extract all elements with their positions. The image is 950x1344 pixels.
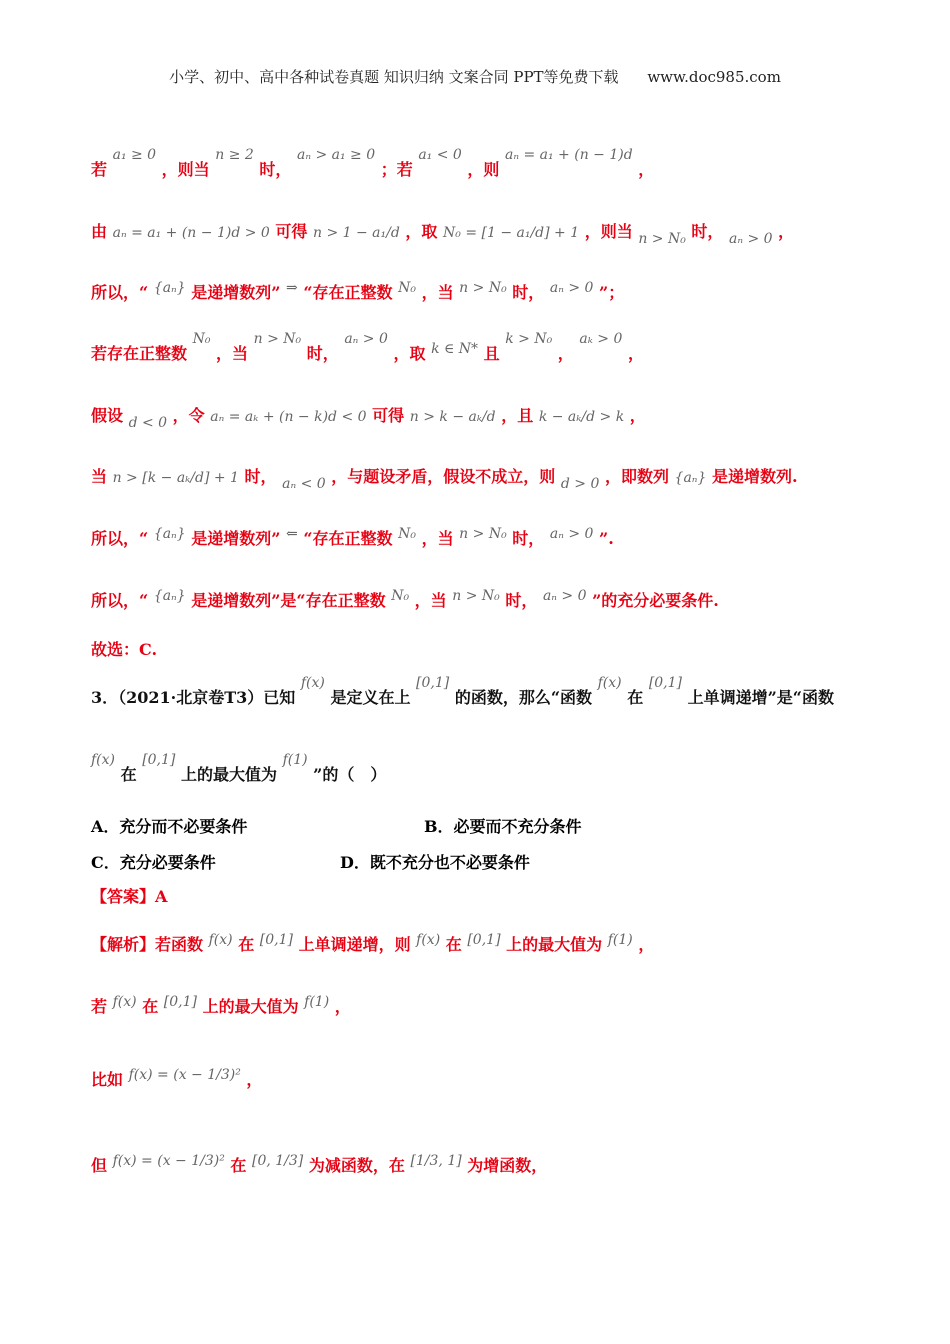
text: ， — [778, 222, 795, 241]
math-expr: a₁ < 0 — [418, 147, 462, 163]
text: 由 — [91, 222, 108, 241]
solution-conclusion — [91, 638, 890, 662]
math-expr: N₀ — [398, 526, 416, 542]
text: ”的（ ） — [313, 765, 387, 784]
text: ；若 — [380, 160, 413, 179]
text: 在 — [238, 935, 255, 954]
text: 的函数，那么“函数 — [454, 688, 593, 707]
math-expr: aₙ > 0 — [542, 588, 587, 604]
math-expr: N₀ — [398, 280, 416, 296]
solution-line-4 — [91, 331, 890, 367]
question-3-line-2 — [91, 752, 890, 788]
math-expr: n > [k − aₖ/d] + 1 — [112, 470, 239, 486]
math-expr: n > N₀ — [452, 588, 500, 604]
math-expr: aₙ > 0 — [344, 331, 388, 347]
text: ，当 — [216, 344, 249, 363]
math-expr: f(x) — [416, 932, 441, 948]
text: 是递增数列. — [711, 467, 798, 486]
text: 若 — [91, 160, 108, 179]
text: 时， — [512, 529, 545, 548]
text: 是递增数列” — [191, 283, 281, 302]
text: 所以，“ — [91, 591, 149, 610]
math-expr: aₙ = a₁ + (n − 1)d > 0 — [112, 225, 270, 241]
text: 为减函数，在 — [308, 1156, 405, 1175]
text: ”； — [599, 283, 625, 302]
math-expr: k > N₀ — [505, 331, 553, 347]
text: 在 — [627, 688, 644, 707]
option-b: B．必要而不充分条件 — [424, 817, 582, 836]
math-expr: aₙ > 0 — [549, 526, 594, 542]
math-expr: n > N₀ — [459, 526, 507, 542]
question-3-line-1 — [91, 675, 890, 711]
text: 若存在正整数 — [91, 344, 188, 363]
math-expr: f(1) — [607, 932, 633, 948]
text: 是递增数列” — [191, 529, 281, 548]
math-expr: aₙ = a₁ + (n − 1)d — [505, 147, 633, 163]
text: ， — [629, 406, 646, 425]
math-expr: k ∈ N* — [431, 341, 479, 357]
math-expr: f(x) = (x − 1/3)² — [128, 1067, 241, 1083]
text: 时， — [244, 467, 277, 486]
text: ， — [638, 160, 655, 179]
math-expr: n > 1 − a₁/d — [313, 225, 400, 241]
text: ，取 — [393, 344, 426, 363]
math-expr: n > N₀ — [253, 331, 302, 347]
math-expr: n ≥ 2 — [215, 147, 254, 163]
math-expr: d < 0 — [128, 415, 168, 431]
text: 上的最大值为 — [506, 935, 603, 954]
text: ，则当 — [161, 160, 210, 179]
text: 时， — [512, 283, 545, 302]
solution-line-3 — [91, 281, 890, 306]
text: ，当 — [421, 529, 454, 548]
math-expr: n > N₀ — [638, 231, 686, 247]
solution-line-6 — [91, 465, 890, 490]
math-expr: aₙ > 0 — [729, 231, 773, 247]
text: 在 — [445, 935, 462, 954]
math-expr: n > N₀ — [459, 280, 507, 296]
math-expr: f(1) — [304, 994, 330, 1010]
math-expr: ⇐ — [286, 526, 298, 542]
text: ，当 — [414, 591, 447, 610]
math-expr: [0, 1/3] — [252, 1153, 304, 1169]
text: 为增函数， — [467, 1156, 548, 1175]
option-c: C．充分必要条件 — [91, 853, 216, 872]
text: 在 — [142, 997, 159, 1016]
math-expr: f(x) — [300, 675, 325, 691]
text: ， — [334, 997, 351, 1016]
text: 【解析】若函数 — [91, 935, 204, 954]
text: 若 — [91, 997, 108, 1016]
solution-line-1 — [91, 147, 890, 183]
text: 在 — [120, 765, 137, 784]
header-site: www.doc985.com — [647, 68, 781, 86]
math-expr: n > k − aₖ/d — [409, 409, 496, 425]
analysis-line-2 — [91, 995, 890, 1020]
math-expr: N₀ — [391, 588, 410, 604]
math-expr: [0,1] — [416, 675, 450, 691]
math-expr: f(1) — [282, 752, 308, 768]
solution-line-8 — [91, 589, 890, 614]
text: “存在正整数 — [303, 529, 393, 548]
text: 假设 — [91, 406, 124, 425]
analysis-line-1 — [91, 933, 890, 958]
text: 且 — [483, 344, 500, 363]
math-expr: [1/3, 1] — [410, 1153, 462, 1169]
option-a: A．充分而不必要条件 — [91, 817, 248, 836]
text: 上单调递增”是“函数 — [687, 688, 835, 707]
text: 上的最大值为 — [180, 765, 277, 784]
text: 时， — [691, 222, 724, 241]
math-expr: aₙ < 0 — [282, 476, 326, 492]
text: ， — [557, 344, 574, 363]
text: ，当 — [421, 283, 454, 302]
solution-line-7 — [91, 527, 890, 552]
text: 3．（2021·北京卷T3）已知 — [91, 688, 296, 707]
text: ”. — [599, 529, 614, 548]
analysis-line-4 — [91, 1154, 890, 1179]
math-expr: [0,1] — [648, 675, 683, 691]
math-expr: f(x) — [91, 752, 116, 768]
text: 但 — [91, 1156, 108, 1175]
text: 在 — [230, 1156, 247, 1175]
text: 是递增数列”是“存在正整数 — [191, 591, 386, 610]
solution-line-2 — [91, 220, 890, 245]
math-expr: ⇒ — [286, 280, 298, 296]
math-expr: d > 0 — [560, 476, 600, 492]
math-expr: aₙ > a₁ ≥ 0 — [297, 147, 376, 163]
math-expr: k − aₖ/d > k — [538, 409, 625, 425]
text: 所以，“ — [91, 529, 149, 548]
option-d: D．既不充分也不必要条件 — [340, 853, 530, 872]
text: 故选：C. — [91, 640, 158, 659]
analysis-line-3 — [91, 1068, 890, 1093]
text: ， — [246, 1070, 263, 1089]
text: ， — [638, 935, 655, 954]
text: 上单调递增，则 — [298, 935, 411, 954]
text: ，即数列 — [604, 467, 669, 486]
text: 当 — [91, 467, 108, 486]
text: “存在正整数 — [303, 283, 393, 302]
math-expr: [0,1] — [163, 994, 197, 1010]
math-expr: f(x) — [597, 675, 622, 691]
text: ”的充分必要条件. — [592, 591, 719, 610]
math-expr: f(x) = (x − 1/3)² — [112, 1153, 225, 1169]
text: ，且 — [501, 406, 534, 425]
text: ，令 — [172, 406, 205, 425]
text: 时， — [505, 591, 538, 610]
math-expr: f(x) — [112, 994, 137, 1010]
math-expr: aₙ > 0 — [549, 280, 594, 296]
page-header — [0, 66, 950, 87]
math-expr: {aₙ} — [153, 280, 186, 296]
math-expr: aₖ > 0 — [579, 331, 623, 347]
math-expr: [0,1] — [142, 752, 176, 768]
math-expr: {aₙ} — [153, 526, 186, 542]
text: ， — [627, 344, 644, 363]
text: ，则 — [467, 160, 500, 179]
math-expr: [0,1] — [259, 932, 293, 948]
text: 可得 — [275, 222, 308, 241]
math-expr: {aₙ} — [674, 470, 707, 486]
header-text: 小学、初中、高中各种试卷真题 知识归纳 文案合同 PPT等免费下载 — [169, 68, 619, 86]
answer-line — [91, 885, 890, 909]
solution-line-5 — [91, 404, 890, 429]
math-expr: a₁ ≥ 0 — [112, 147, 157, 163]
text: 时， — [259, 160, 292, 179]
text: ，取 — [405, 222, 438, 241]
text: 比如 — [91, 1070, 124, 1089]
math-expr: f(x) — [208, 932, 233, 948]
text: 可得 — [372, 406, 405, 425]
math-expr: [0,1] — [467, 932, 501, 948]
text: 所以，“ — [91, 283, 149, 302]
text: ，则当 — [584, 222, 633, 241]
answer-label: 【答案】A — [91, 887, 168, 906]
math-expr: aₙ = aₖ + (n − k)d < 0 — [210, 409, 367, 425]
math-expr: N₀ = [1 − a₁/d] + 1 — [443, 225, 580, 241]
math-expr: {aₙ} — [153, 588, 186, 604]
text: ，与题设矛盾，假设不成立，则 — [331, 467, 556, 486]
text: 上的最大值为 — [202, 997, 299, 1016]
text: 时， — [306, 344, 339, 363]
math-expr: N₀ — [192, 331, 211, 347]
text: 是定义在上 — [330, 688, 411, 707]
